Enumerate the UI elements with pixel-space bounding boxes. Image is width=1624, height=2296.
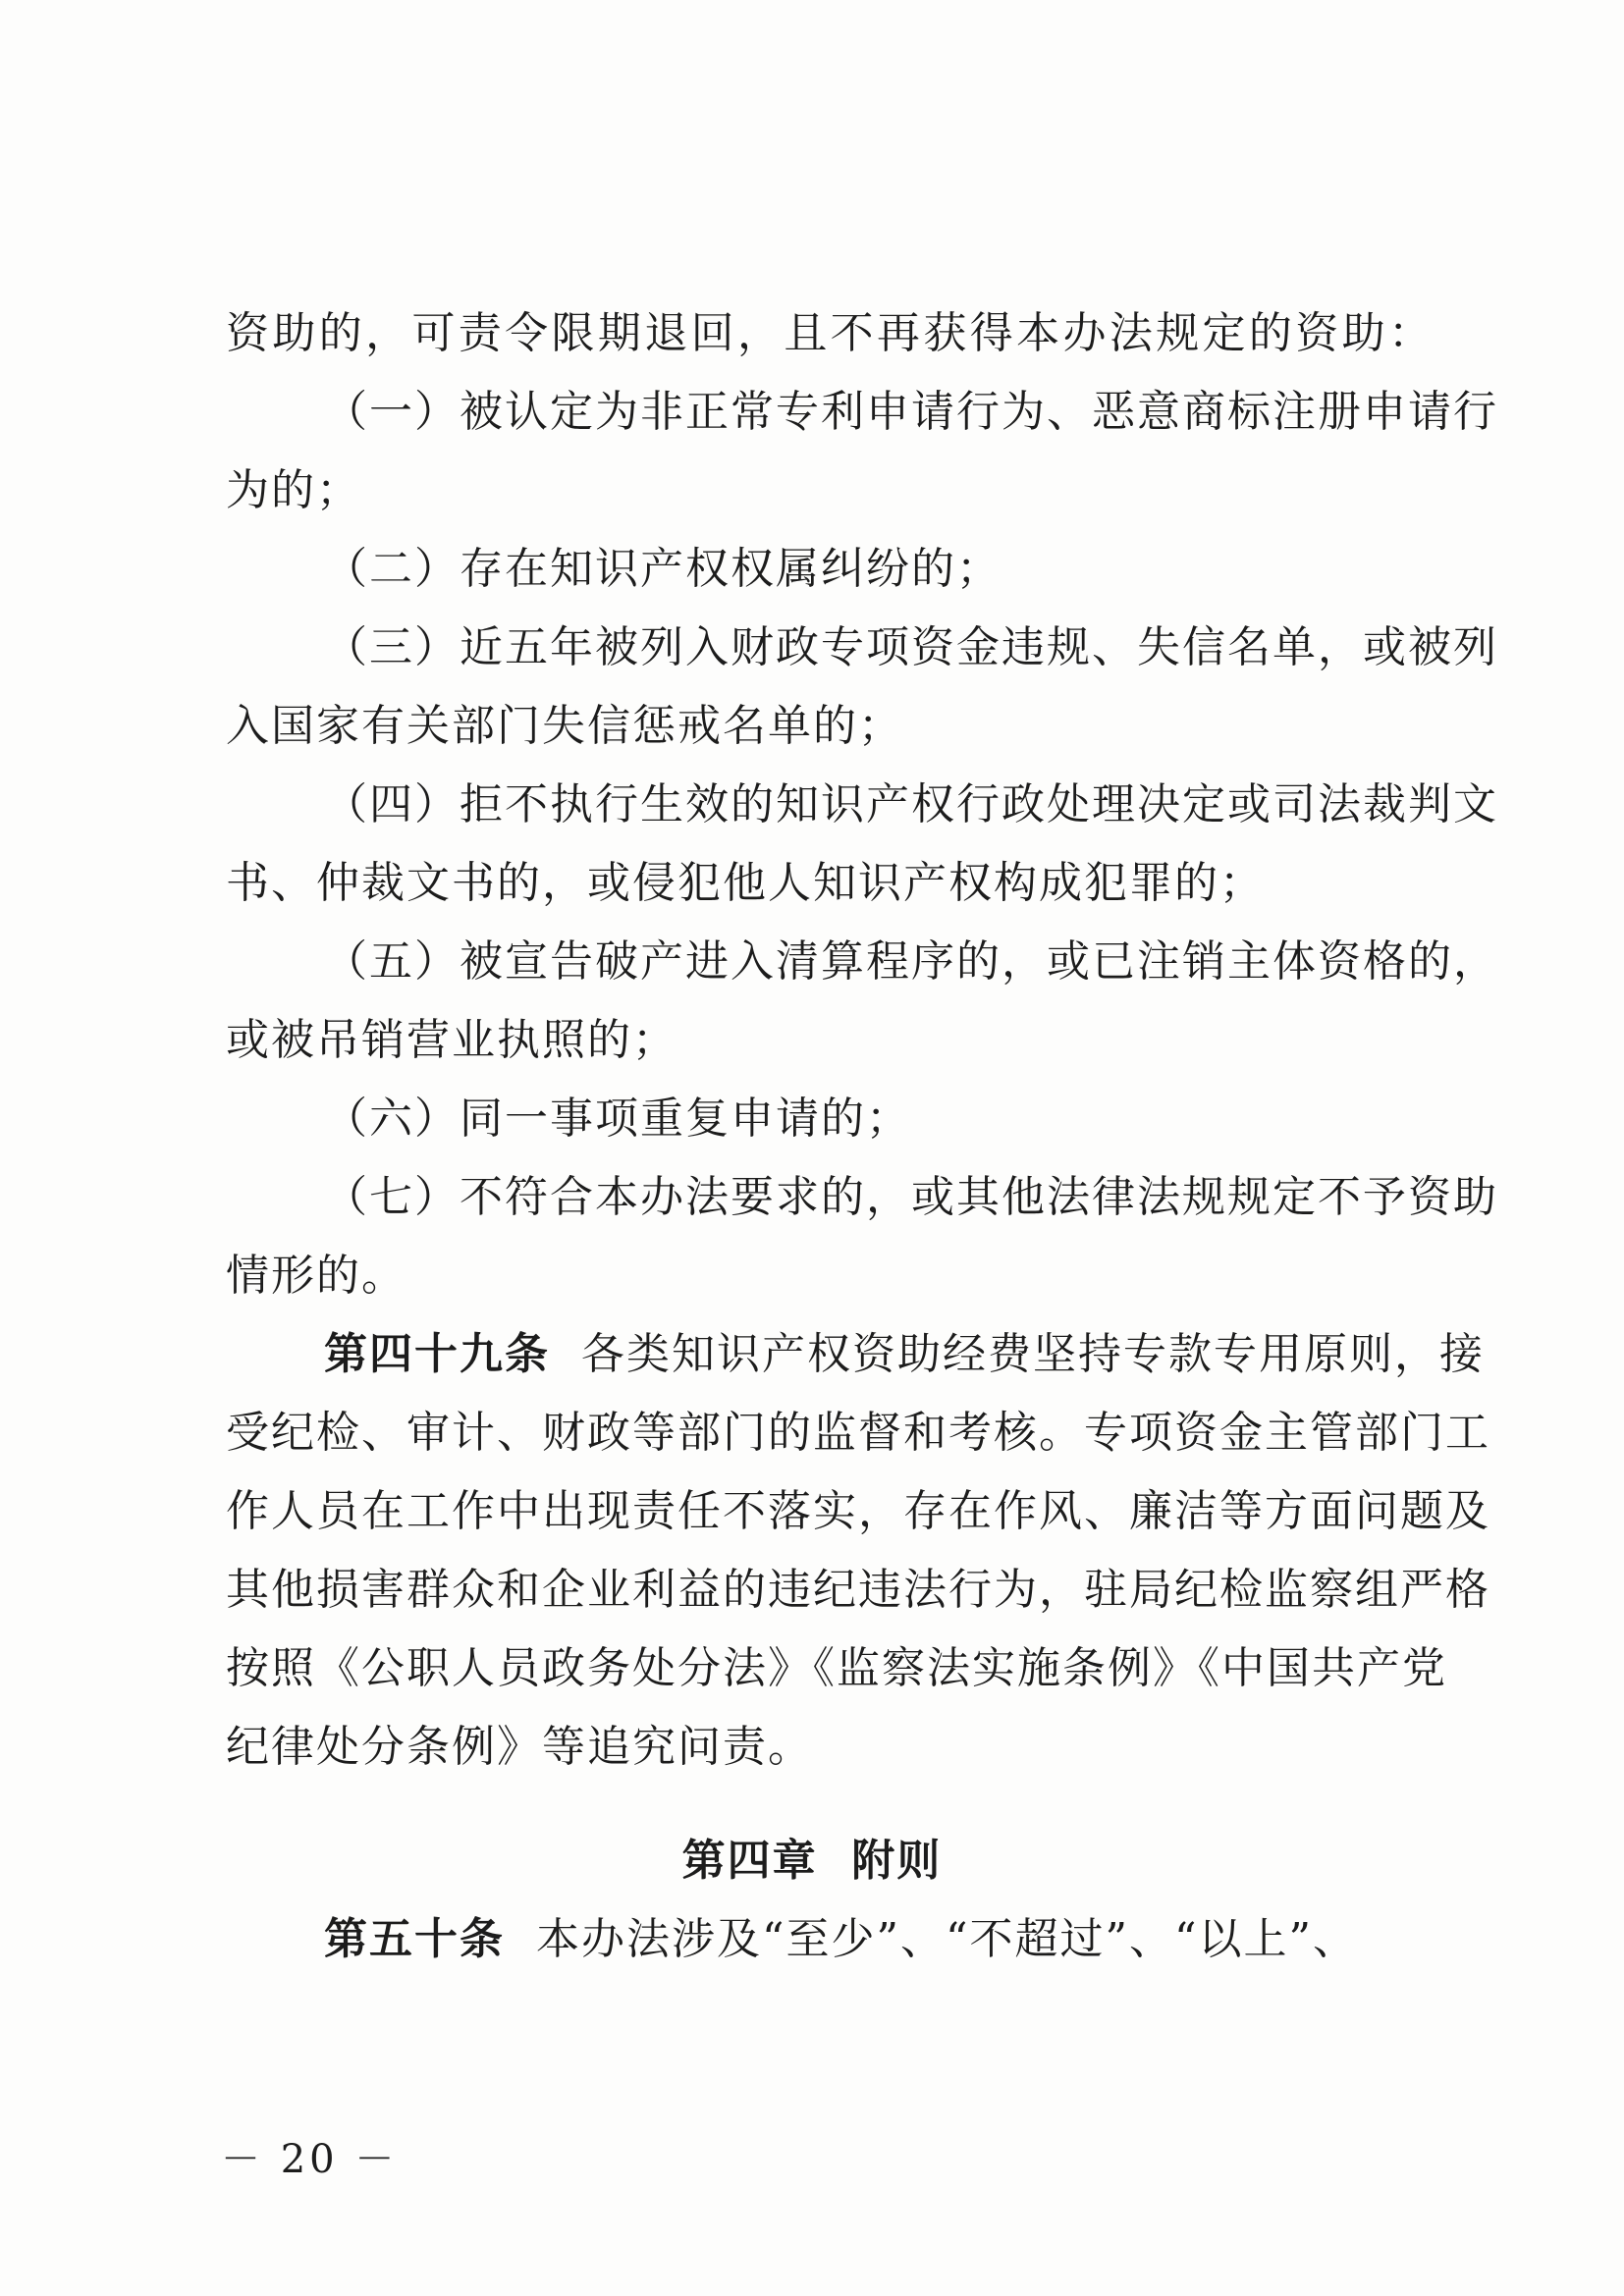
list-item-7: （七）不符合本办法要求的，或其他法律法规规定不予资助 — [324, 1172, 1498, 1222]
list-item-2: （二）存在知识产权权属纠纷的； — [324, 544, 1001, 594]
text-line: 情形的。 — [226, 1251, 406, 1301]
list-item-4: （四）拒不执行生效的知识产权行政处理决定或司法裁判文 — [324, 779, 1498, 829]
text-line: 入国家有关部门失信惩戒名单的； — [226, 701, 903, 751]
list-item-3: （三）近五年被列入财政专项资金违规、失信名单，或被列 — [324, 622, 1498, 672]
text-line: 书、仲裁文书的，或侵犯他人知识产权构成犯罪的； — [226, 858, 1265, 908]
text-line: 其他损害群众和企业利益的违纪违法行为，驻局纪检监察组严格 — [226, 1565, 1490, 1615]
list-item-6: （六）同一事项重复申请的； — [324, 1094, 911, 1144]
text-line: 资助的，可责令限期退回，且不再获得本办法规定的资助： — [226, 308, 1434, 358]
article-50-first-line — [324, 1900, 1434, 1979]
list-item-1: （一）被认定为非正常专利申请行为、恶意商标注册申请行 — [324, 387, 1498, 437]
text-line: 作人员在工作中出现责任不落实，存在作风、廉洁等方面问题及 — [226, 1486, 1490, 1536]
article-50-heading: 第五十条 — [324, 1914, 505, 1964]
text-line: 受纪检、审计、财政等部门的监督和考核。专项资金主管部门工 — [226, 1408, 1490, 1458]
list-item-5: （五）被宣告破产进入清算程序的，或已注销主体资格的， — [324, 936, 1498, 987]
article-49-text: 各类知识产权资助经费坚持专款专用原则，接 — [580, 1329, 1485, 1379]
text-line: 或被吊销营业执照的； — [226, 1015, 677, 1065]
chapter-title: 第四章 附则 — [681, 1836, 943, 1886]
article-49-heading: 第四十九条 — [324, 1329, 550, 1379]
text-line: 为的； — [226, 465, 361, 515]
page-number: － 20 － — [221, 2137, 399, 2182]
article-50-text: 本办法涉及“至少”、“不超过”、“以上”、 — [535, 1914, 1358, 1964]
text-line: 按照《公职人员政务处分法》《监察法实施条例》《中国共产党 — [226, 1643, 1447, 1693]
text-line: 纪律处分条例》等追究问责。 — [226, 1722, 813, 1772]
article-49-first-line — [324, 1315, 1485, 1394]
